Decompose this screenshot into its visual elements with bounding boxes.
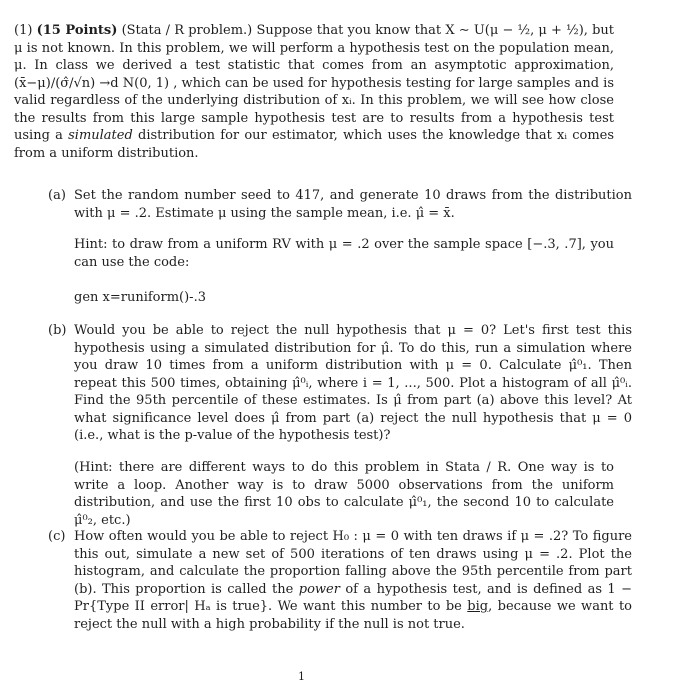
part-c-text xyxy=(74,528,632,633)
part-a-code: gen x=runiform()-.3 xyxy=(74,290,206,305)
part-b-label: (b) xyxy=(48,323,67,338)
part-a-text: Set the random number seed to 417, and generate 10 draws from the distribution with μ = .2. Estimate μ using the sample mean, i.e. μ̂ = x̄. xyxy=(74,188,632,221)
part-c-text-1: How often would you be able to reject H₀ : μ = 0 with ten draws if μ = .2? To figure this out, simulate a new set of 500 iterations of ten draws using μ = .2. Plot the histogram, and calculate the proportion falling above the 95th percentile from part (b). This proportion is called the xyxy=(74,529,632,597)
part-c-text-3: , because we want to reject the null with a high probability if the null is not true. xyxy=(74,599,632,632)
intro-emphasis: simulated xyxy=(68,128,133,143)
intro-text-2: distribution for our estimator, which uses the knowledge that xᵢ comes from a uniform distribution. xyxy=(14,128,615,161)
page-number: 1 xyxy=(298,670,305,683)
part-c-label: (c) xyxy=(48,529,66,544)
part-c-text-2: of a hypothesis test, and is defined as 1 − Pr{Type II error| Hₐ is true}. We want this number to be xyxy=(74,581,632,614)
part-b-text: Would you be able to reject the null hypothesis that μ = 0? Let's first test this hypothesis using a simulated distribution for μ̂. To do this, run a simulation where you draw 10 times from a uniform distribution with μ = 0. Calculate μ̂⁰₁. Then repeat this 500 times, obtaining μ̂⁰ᵢ, where i = 1, ..., 500. Plot a histogram of all μ̂⁰ᵢ. Find the 95th percentile of these estimates. Is μ̂ from part (a) above this level? At what significance level does μ̂ from part (a) reject the null hypothesis that μ = 0 (i.e., what is the p-value of the hypothesis test)? xyxy=(74,323,632,443)
part-a-hint: Hint: to draw from a uniform RV with μ = .2 over the sample space [−.3, .7], you can use the code: xyxy=(74,237,614,270)
part-c-emphasis: power xyxy=(298,581,340,597)
part-b-hint: (Hint: there are different ways to do this problem in Stata / R. One way is to write a loop. Another way is to draw 5000 observations from the uniform distribution, and use the first 10 obs to calculate μ̂⁰₁, the second 10 to calculate μ̂⁰₂, etc.) xyxy=(74,460,614,528)
part-c-underline: big xyxy=(467,599,489,614)
intro-text-1: Suppose that you know that X ∼ U(μ − ½, μ + ½), but μ is not known. In this problem, we will perform a hypothesis test on the population mean, μ. In class we derived a test statistic that comes from an asymptotic approximation, (x̄−μ)/(σ̂/√n) →d N(0, 1) , which can be used for hypothesis testing for large samples and is valid regardless of the underlying distribution of xᵢ. In this problem, we will see how close the results from this large sample hypothesis test are to results from a hypothesis test using a xyxy=(14,23,615,143)
problem-intro xyxy=(14,22,614,162)
problem-points: (15 Points) xyxy=(36,23,118,38)
problem-type: (Stata / R problem.) xyxy=(121,23,253,38)
part-a-label: (a) xyxy=(48,188,66,203)
problem-number: (1) xyxy=(14,23,33,38)
